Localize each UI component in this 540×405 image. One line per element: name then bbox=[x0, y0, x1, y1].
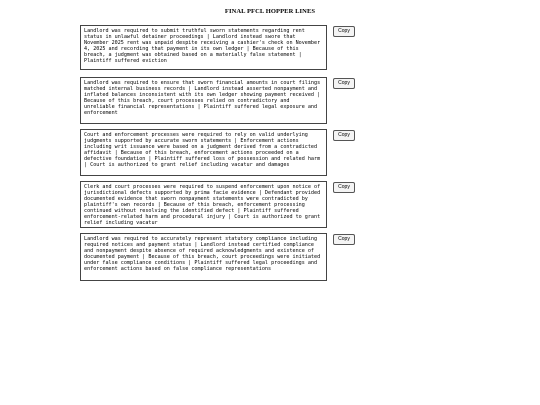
hopper-line-textbox[interactable] bbox=[80, 25, 327, 70]
copy-button[interactable]: Copy bbox=[333, 78, 355, 89]
hopper-line-textbox[interactable] bbox=[80, 77, 327, 124]
hopper-line-textbox[interactable] bbox=[80, 181, 327, 228]
copy-button[interactable]: Copy bbox=[333, 26, 355, 37]
hopper-line-text: Landlord was required to accurately represent statutory compliance including required notices and payment status | Landlord instead certified compliance and nonpayment despite absence of required acknowledgments and existence of documented payment | Because of this breach, court proceedings were initiated under false compliance conditions | Plaintiff suffered legal proceedings and enforcement actions based on false compliance representations bbox=[84, 236, 324, 273]
copy-button[interactable]: Copy bbox=[333, 182, 355, 193]
hopper-line-text: Landlord was required to ensure that sworn financial amounts in court filings matched internal business records | Landlord instead asserted nonpayment and inflated balances inconsistent with its own ledger showing payment received | Because of this breach, court processes relied on contradictory and unreliable financial representations | Plaintiff suffered legal exposure and enforcement bbox=[84, 80, 324, 117]
hopper-line-text: Landlord was required to submit truthful sworn statements regarding rent status in unlawful detainer proceedings | Landlord instead swore that November 2025 rent was unpaid despite receiving a cashier's check on November 4, 2025 and recording that payment in its own ledger | Because of this breach, a judgment was obtained based on a materially false statement | Plaintiff suffered eviction bbox=[84, 28, 324, 65]
page-title: FINAL PFCL HOPPER LINES bbox=[224, 8, 316, 15]
hopper-line-text: Court and enforcement processes were required to rely on valid underlying judgments supported by accurate sworn statements | Enforcement actions including writ issuance were based on a judgment derived from a contradicted affidavit | Because of this breach, enforcement actions proceeded on a defective foundation | Plaintiff suffered loss of possession and related harm | Court is authorized to grant relief including vacatur and damages bbox=[84, 132, 324, 169]
copy-button[interactable]: Copy bbox=[333, 130, 355, 141]
hopper-line-textbox[interactable] bbox=[80, 233, 327, 281]
hopper-line-textbox[interactable] bbox=[80, 129, 327, 176]
hopper-line-text: Clerk and court processes were required to suspend enforcement upon notice of jurisdictional defects supported by prima facie evidence | Defendant provided documented evidence that sworn nonpayment statements were contradicted by plaintiff's own records | Because of this breach, enforcement processing continued without resolving the identified defect | Plaintiff suffered enforcement-related harm and procedural injury | Court is authorized to grant relief including vacatur bbox=[84, 184, 324, 227]
copy-button[interactable]: Copy bbox=[333, 234, 355, 245]
